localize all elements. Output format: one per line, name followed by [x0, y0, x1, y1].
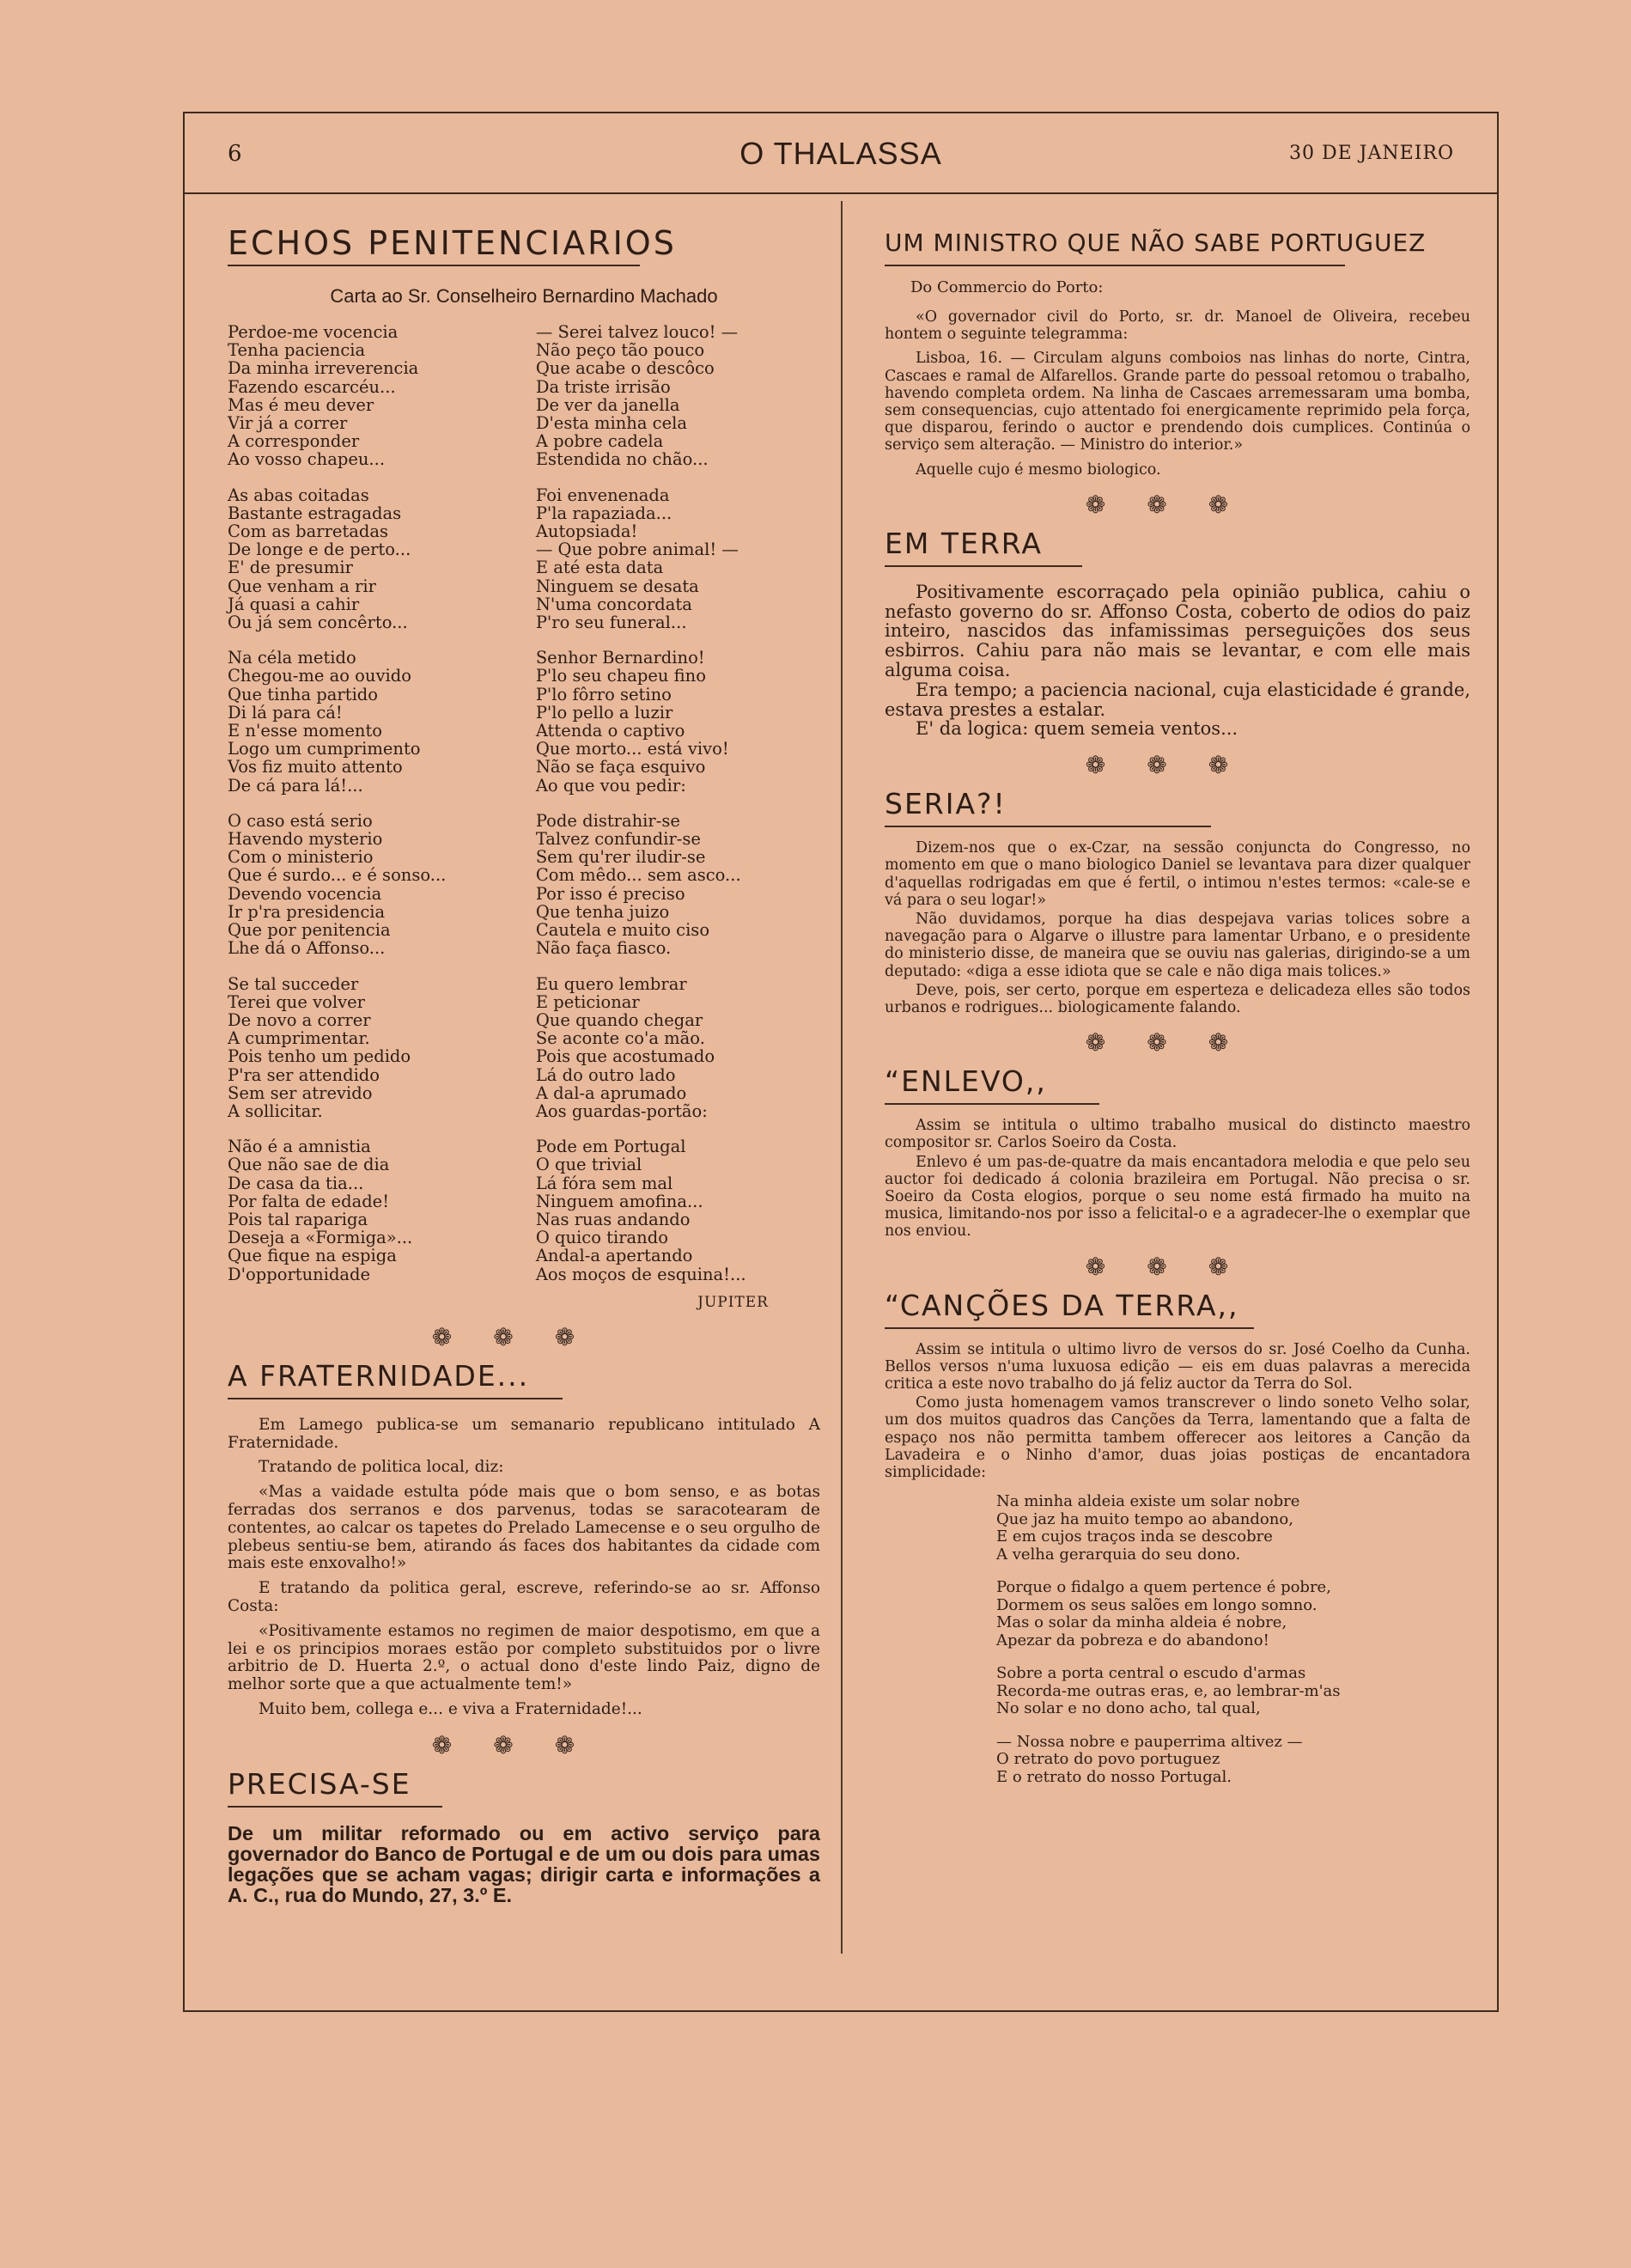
verse-line: Na céla metido: [228, 648, 356, 668]
verse-line: Sem qu'rer iludir-se: [535, 847, 706, 868]
verse-line: Fazendo escarcéu...: [228, 376, 396, 397]
flower-ornament-icon: ❁: [1208, 751, 1270, 780]
verse-line: D'opportunidade: [228, 1264, 371, 1284]
right-column: [885, 225, 1470, 1802]
verse-line: P'lo seu chapeu fino: [535, 666, 706, 686]
verse-line: Por falta de edade!: [228, 1191, 390, 1211]
flower-ornament-icon: ❁: [1147, 751, 1208, 780]
verse-line: Mas é meu dever: [228, 394, 374, 415]
verse-line: Dormem os seus salões em longo somno.: [996, 1595, 1318, 1614]
stanza: [536, 649, 820, 795]
stanza: [536, 486, 820, 632]
verse-line: Pode em Portugal: [535, 1137, 686, 1157]
article-title: “ENLEVO,,: [885, 1064, 1047, 1099]
paragraph: Assim se intitula o ultimo livro de versos do sr. José Coelho da Cunha. Bellos versos n'uma luxuosa edição — eis em duas palavras a merecida critica a este novo trabalho do já feliz auctor da Terra do Sol.: [885, 1340, 1470, 1393]
verse-line: Pois que acostumado: [535, 1046, 715, 1067]
flower-ornament-icon: ❁: [1085, 1252, 1147, 1281]
paragraph: «Positivamente estamos no regimen de maior despotismo, em que a lei e os principios moraes estão por completo substituidos por o livre arbitrio de D. Huerta 2.º, o actual dono d'este lindo Paiz, digno de melhor sorte que a que actualmente tem!»: [228, 1621, 820, 1694]
article-title: PRECISA-SE: [228, 1766, 411, 1801]
verse-line: Ao que vou pedir:: [535, 775, 686, 796]
verse-line: P'lo fôrro setino: [535, 684, 672, 704]
paragraph: E' da logica: quem semeia ventos...: [916, 718, 1238, 740]
stanza: [228, 975, 512, 1121]
verse-line: — Serei talvez louco! —: [535, 322, 739, 342]
flower-ornament-icon: ❁: [431, 1322, 494, 1351]
verse-line: Lhe dá o Affonso...: [228, 938, 386, 959]
verse-line: Foi envenenada: [535, 485, 670, 505]
verse-line: Pode distrahir-se: [535, 810, 680, 831]
flower-ornament-icon: ❁: [1208, 1028, 1270, 1058]
verse-line: O quico tirando: [535, 1228, 668, 1248]
sonnet-stanza: [996, 1734, 1470, 1787]
verse-line: A pobre cadela: [535, 431, 664, 452]
verse-line: Na minha aldeia existe um solar nobre: [996, 1492, 1300, 1511]
verse-line: Di lá para cá!: [228, 702, 343, 722]
flower-ornament-icon: ❁: [493, 1730, 555, 1759]
verse-line: Que quando chegar: [535, 1009, 703, 1030]
verse-line: E o retrato do nosso Portugal.: [996, 1767, 1232, 1786]
verse-line: P'ro seu funeral...: [535, 613, 687, 633]
flower-ornament-icon: ❁: [554, 1322, 617, 1351]
paragraph: «Mas a vaidade estulta póde mais que o bom senso, e as botas ferradas dos serranos e dos parvenus, todas se saracotearam de contentes, ao calcar os tapetes do Prelado Lamecense e o seu orgulho de plebeus sentiu-se bem, atirando ás faces dos habitantes da cidade com mais este enxovalho!»: [228, 1483, 820, 1573]
verse-line: Que acabe o descôco: [535, 358, 715, 379]
article-ministro: [885, 225, 1470, 479]
flower-ornament-icon: ❁: [1085, 1028, 1147, 1058]
telegram-text: Lisboa, 16. — Circulam alguns comboios nas linhas do norte, Cintra, Cascaes e ramal de Alfarellos. Grande parte do pessoal retomou o trabalho, havendo completa ordem. Na linha de Cascaes arremessaram uma bomba, sem consequencias, cujo attentado foi energicamente reprimido pela força, que disparou, ferindo o auctor e prendendo dois cumplices. Continúa o serviço sem alteração. — Ministro do interior.»: [885, 350, 1470, 454]
verse-line: Com o ministerio: [228, 847, 374, 868]
verse-line: Havendo mysterio: [228, 829, 383, 850]
verse-line: O retrato do povo portuguez: [996, 1750, 1220, 1769]
ornament-divider: [885, 491, 1470, 519]
sonnet: [885, 1493, 1470, 1786]
paragraph: E tratando da politica geral, escreve, referindo-se ao sr. Affonso Costa:: [228, 1579, 820, 1615]
paragraph: Deve, pois, ser certo, porque em esperteza e delicadeza elles são todos urbanos e rodrigues... biologicamente falando.: [885, 981, 1470, 1017]
verse-line: Que morto... está vivo!: [535, 739, 729, 759]
flower-ornament-icon: ❁: [1147, 490, 1208, 519]
verse-line: Devendo vocencia: [228, 883, 382, 904]
verse-line: — Nossa nobre e pauperrima altivez —: [996, 1732, 1303, 1751]
article-echos: [228, 225, 820, 1311]
flower-ornament-icon: ❁: [493, 1322, 555, 1351]
verse-line: De casa da tia...: [228, 1173, 364, 1193]
flower-ornament-icon: ❁: [554, 1730, 617, 1759]
verse-line: Não peço tão pouco: [535, 340, 705, 361]
verse-line: A corresponder: [228, 431, 360, 452]
verse-line: Lá fóra sem mal: [535, 1173, 673, 1193]
verse-line: De ver da janella: [535, 394, 680, 415]
verse-line: De cá para lá!...: [228, 775, 363, 796]
paragraph: «O governador civil do Porto, sr. dr. Manoel de Oliveira, recebeu hontem o seguinte telegramma:: [885, 308, 1470, 344]
verse-line: Não faça fiasco.: [535, 938, 672, 959]
verse-line: Que tenha juizo: [535, 901, 670, 922]
verse-line: E em cujos traços inda se descobre: [996, 1527, 1273, 1546]
paragraph: Tratando de politica local, diz:: [259, 1458, 504, 1477]
paragraph: Em Lamego publica-se um semanario republicano intitulado A Fraternidade.: [228, 1415, 820, 1452]
verse-line: Lá do outro lado: [535, 1064, 676, 1085]
article-title: “CANÇÕES DA TERRA,,: [885, 1288, 1239, 1322]
article-title: EM TERRA: [885, 526, 1043, 560]
verse-line: Com as barretadas: [228, 521, 389, 542]
verse-line: A cumprimentar.: [228, 1028, 370, 1049]
verse-line: Ou já sem concêrto...: [228, 613, 408, 633]
article-subtitle: Carta ao Sr. Conselheiro Bernardino Machado: [330, 285, 718, 307]
verse-line: Sobre a porta central o escudo d'armas: [996, 1664, 1306, 1683]
issue-date: 30 DE JANEIRO: [1289, 143, 1454, 164]
article-cancoes: [885, 1288, 1470, 1787]
verse-line: O que trivial: [535, 1155, 642, 1175]
paragraph: Como justa homenagem vamos transcrever o lindo soneto Velho solar, um dos muitos quadros das Canções da Terra, lamentando que a falta de espaço nos não permitta tambem offerecer aos leitores a Canção da Lavadeira e o Ninho d'amor, duas joias postiças de encantadora simplicidade:: [885, 1394, 1470, 1482]
verse-line: Ao vosso chapeu...: [228, 449, 386, 470]
source-line: Do Commercio do Porto:: [910, 278, 1104, 296]
page-header: [183, 112, 1499, 194]
verse-line: Se tal succeder: [228, 973, 359, 994]
paragraph: Positivamente escorraçado pela opinião publica, cahiu o nefasto governo do sr. Affonso Costa, coberto de odios do paiz inteiro, nascidos das infamissimas perseguições dos seus esbirros. Cahiu para não mais se levantar, e com elle mais alguma coisa.: [885, 581, 1470, 681]
flower-ornament-icon: ❁: [1085, 490, 1147, 519]
verse-line: Já quasi a cahir: [228, 594, 360, 614]
verse-line: A sollicitar.: [228, 1100, 323, 1121]
article-em-terra: [885, 526, 1470, 739]
title-rule: [228, 1806, 442, 1808]
verse-line: P'ra ser attendido: [228, 1064, 380, 1085]
verse-line: De novo a correr: [228, 1009, 371, 1030]
verse-line: Com mêdo... sem asco...: [535, 865, 741, 886]
sonnet-stanza: [996, 1493, 1470, 1564]
paragraph: Assim se intitula o ultimo trabalho musical do distincto maestro compositor sr. Carlos Soeiro da Costa.: [885, 1117, 1470, 1152]
verse-line: Mas o solar da minha aldeia é nobre,: [996, 1613, 1287, 1632]
stanza: [536, 975, 820, 1121]
title-rule: [885, 265, 1345, 266]
article-seria: [885, 786, 1470, 1016]
verse-line: Ninguem amofina...: [535, 1191, 703, 1211]
sonnet-stanza: [996, 1665, 1470, 1718]
verse-line: Eu quero lembrar: [535, 973, 687, 994]
flower-ornament-icon: ❁: [1147, 1252, 1208, 1281]
stanza: [228, 1137, 512, 1283]
stanza: [228, 486, 512, 632]
newspaper-title: O THALASSA: [739, 136, 942, 171]
verse-line: Da minha irreverencia: [228, 358, 419, 379]
article-title: ECHOS PENITENCIARIOS: [228, 224, 677, 262]
verse-line: Ir p'ra presidencia: [228, 901, 386, 922]
stanza: [228, 649, 512, 795]
verse-line: Tenha paciencia: [228, 340, 366, 361]
verse-line: Autopsiada!: [535, 521, 638, 542]
verse-line: O caso está serio: [228, 810, 373, 831]
verse-line: E n'esse momento: [228, 721, 383, 741]
ornament-divider: [885, 1028, 1470, 1057]
verse-line: Deseja a «Formiga»...: [228, 1228, 413, 1248]
verse-line: Que por penitencia: [228, 920, 391, 941]
verse-line: As abas coitadas: [228, 485, 369, 505]
article-enlevo: [885, 1064, 1470, 1240]
verse-line: Pois tenho um pedido: [228, 1046, 411, 1067]
verse-line: Da triste irrisão: [535, 376, 671, 397]
flower-ornament-icon: ❁: [1208, 490, 1270, 519]
verse-line: Que tinha partido: [228, 684, 379, 704]
verse-line: Chegou-me ao ouvido: [228, 666, 411, 686]
verse-line: Senhor Bernardino!: [535, 648, 705, 668]
verse-line: A dal-a aprumado: [535, 1082, 687, 1103]
stanza: [536, 1137, 820, 1283]
verse-line: Nas ruas andando: [535, 1209, 691, 1229]
verse-line: Aos guardas-portão:: [535, 1100, 708, 1121]
ornament-divider: [228, 1731, 820, 1759]
column-divider: [841, 201, 843, 1954]
verse-line: Attenda o captivo: [535, 721, 685, 741]
article-precisa: [228, 1766, 820, 1905]
flower-ornament-icon: ❁: [1208, 1252, 1270, 1281]
verse-line: Bastante estragadas: [228, 503, 402, 523]
paragraph: Enlevo é um pas-de-quatre da mais encantadora melodia e que pelo seu auctor foi dedicado á colonia brazileira em Portugal. Não precisa o sr. Soeiro da Costa elogios, porque o seu nome está firmado ha muito na musica, limitando-nos por isso a felicital-o e a agradecer-lhe o exemplar que nos enviou.: [885, 1153, 1470, 1241]
verse-line: E até esta data: [535, 558, 664, 578]
verse-line: Vir já a correr: [228, 413, 348, 434]
stanza: [228, 323, 512, 469]
paragraph: Muito bem, collega e... e viva a Fraternidade!...: [259, 1699, 642, 1718]
verse-line: Logo um cumprimento: [228, 739, 421, 759]
ornament-divider: [885, 1253, 1470, 1281]
paragraph: Era tempo; a paciencia nacional, cuja elasticidade é grande, estava prestes a estalar.: [885, 679, 1470, 720]
verse-line: E' de presumir: [228, 558, 353, 578]
signature: JUPITER: [697, 1293, 769, 1311]
article-title: SERIA?!: [885, 787, 1007, 821]
verse-line: De longe e de perto...: [228, 540, 411, 560]
left-column: [228, 225, 820, 1905]
article-fraternidade: [228, 1358, 820, 1719]
verse-line: Cautela e muito ciso: [535, 920, 710, 941]
verse-line: A velha gerarquia do seu dono.: [996, 1545, 1241, 1564]
ornament-divider: [885, 751, 1470, 779]
verse-line: Recorda-me outras eras, e, ao lembrar-m'as: [996, 1681, 1341, 1700]
verse-line: Pois tal rapariga: [228, 1209, 368, 1229]
verse-line: Que é surdo... e é sonso...: [228, 865, 447, 886]
stanza: [536, 812, 820, 958]
verse-line: P'lo pello a luzir: [535, 702, 673, 722]
verse-line: Apezar da pobreza e do abandono!: [996, 1631, 1269, 1649]
poem-column-1: [228, 323, 512, 1301]
verse-line: Perdoe-me vocencia: [228, 322, 399, 342]
verse-line: E peticionar: [535, 991, 640, 1012]
page-number: 6: [228, 141, 242, 167]
sonnet-stanza: [996, 1579, 1470, 1649]
verse-line: Vos fiz muito attento: [228, 757, 403, 777]
verse-line: No solar e no dono acho, tal qual,: [996, 1699, 1261, 1718]
verse-line: Por isso é preciso: [535, 883, 685, 904]
verse-line: Que não sae de dia: [228, 1155, 390, 1175]
ornament-divider: [228, 1323, 820, 1351]
stanza: [536, 323, 820, 469]
verse-line: D'esta minha cela: [535, 413, 688, 434]
verse-line: Terei que volver: [228, 991, 365, 1012]
verse-line: Aos moços de esquina!...: [535, 1264, 746, 1284]
verse-line: Sem ser atrevido: [228, 1082, 373, 1103]
verse-line: Talvez confundir-se: [535, 829, 701, 850]
flower-ornament-icon: ❁: [1085, 751, 1147, 780]
article-title: A FRATERNIDADE...: [228, 1358, 530, 1393]
flower-ornament-icon: ❁: [1147, 1028, 1208, 1058]
poem: [228, 323, 820, 1301]
title-rule: [228, 265, 640, 266]
verse-line: — Que pobre animal! —: [535, 540, 739, 560]
verse-line: Se aconte co'a mão.: [535, 1028, 705, 1049]
stanza: [228, 812, 512, 958]
verse-line: Não se faça esquivo: [535, 757, 706, 777]
verse-line: Porque o fidalgo a quem pertence é pobre,: [996, 1578, 1331, 1597]
paragraph: Não duvidamos, porque ha dias despejava varias tolices sobre a navegação para o Algarve o illustre para lamentar Urbano, e o presidente do ministerio disse, de maneira que se ouviu nas galerias, dirigindo-se a um deputado: «diga a esse idiota que se cale e não diga mais tolices.»: [885, 911, 1470, 980]
paragraph: Dizem-nos que o ex-Czar, na sessão conjuncta do Congresso, no momento em que o mano biologico Daniel se levantava para dizer qualquer d'aquellas rodrigadas em que é fertil, o intimou n'estes termos: «cale-se e vá para o seu logar!»: [885, 839, 1470, 909]
verse-line: Que venham a rir: [228, 576, 376, 596]
verse-line: P'la rapaziada...: [535, 503, 672, 523]
flower-ornament-icon: ❁: [431, 1730, 494, 1759]
poem-column-2: [536, 323, 820, 1301]
verse-line: N'uma concordata: [535, 594, 692, 614]
verse-line: Ninguem se desata: [535, 576, 699, 596]
advertisement-text: De um militar reformado ou em activo serviço para governador do Banco de Portugal e de um ou dois para umas legações que se acham vagas; dirigir carta e informações a A. C., rua do Mundo, 27, 3.º E.: [228, 1821, 820, 1906]
verse-line: Andal-a apertando: [535, 1246, 693, 1266]
verse-line: Estendida no chão...: [535, 449, 709, 470]
article-title: UM MINISTRO QUE NÃO SABE PORTUGUEZ: [885, 229, 1427, 257]
verse-line: Que fique na espiga: [228, 1246, 397, 1266]
verse-line: Que jaz ha muito tempo ao abandono,: [996, 1509, 1293, 1528]
verse-line: Não é a amnistia: [228, 1137, 371, 1157]
paragraph: Aquelle cujo é mesmo biologico.: [916, 460, 1161, 479]
